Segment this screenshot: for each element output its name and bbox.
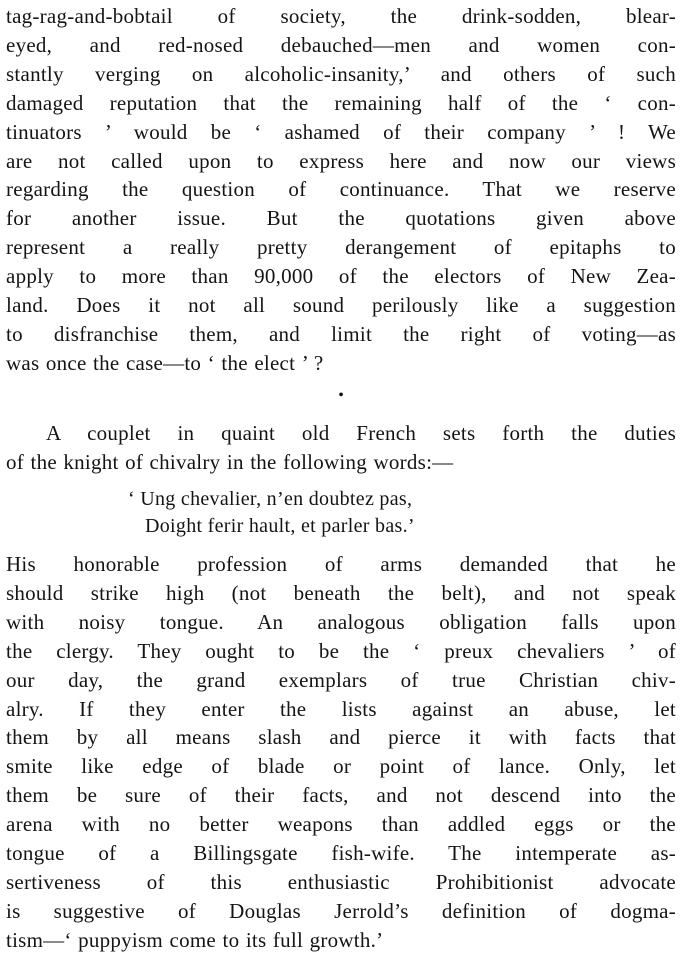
text-line: alry. If they enter the lists against an abuse, let [6, 696, 676, 721]
text-line: His honorable profession of arms demanded that he [6, 552, 676, 576]
text-line: represent a really pretty derangement of epitaphs to [6, 235, 676, 260]
text-line: regarding the question of continuance. That we reserve [6, 177, 676, 202]
paragraph-chivalry [6, 550, 676, 955]
text-line: damaged reputation that the remaining half of the ‘ con- [6, 90, 676, 115]
text-line: land. Does it not all sound perilously like a suggestion [6, 293, 676, 318]
text-line: stantly verging on alcoholic-insanity,’ and others of such [6, 61, 676, 86]
paragraph-continuance [6, 2, 676, 378]
text-line: arena with no better weapons than addled eggs or the [6, 812, 676, 837]
verse-line: ‘ Ung chevalier, n’en doubtez pas, [128, 488, 413, 510]
text-line: the clergy. They ought to be the ‘ preux chevaliers ’ of [6, 638, 676, 663]
text-line: tag-rag-and-bobtail of society, the drink-sodden, blear- [6, 4, 676, 28]
section-separator-dot: • [338, 387, 344, 404]
text-line: was once the case—to ‘ the elect ’ ? [6, 350, 324, 375]
verse-line: Doight ferir hault, et parler bas.’ [145, 515, 415, 537]
text-line: tongue of a Billingsgate fish-wife. The intemperate as- [6, 841, 676, 866]
text-line: A couplet in quaint old French sets forth the duties [46, 421, 676, 445]
text-line: are not called upon to express here and now our views [6, 148, 676, 173]
text-line: them by all means slash and pierce it with facts that [6, 725, 676, 750]
text-line: our day, the grand exemplars of true Christian chiv- [6, 667, 676, 692]
text-line: eyed, and red-nosed debauched—men and women con- [6, 32, 676, 57]
text-line: is suggestive of Douglas Jerrold’s definition of dogma- [6, 898, 676, 923]
text-line: smite like edge of blade or point of lance. Only, let [6, 754, 676, 779]
text-line: for another issue. But the quotations given above [6, 206, 676, 231]
text-line: of the knight of chivalry in the following words:— [6, 449, 454, 474]
text-line: sertiveness of this enthusiastic Prohibitionist advocate [6, 869, 676, 894]
text-line: apply to more than 90,000 of the electors of New Zea- [6, 264, 676, 289]
paragraph-couplet-intro [6, 419, 676, 477]
text-line: to disfranchise them, and limit the right of voting—as [6, 321, 676, 346]
text-line: should strike high (not beneath the belt), and not speak [6, 580, 676, 605]
french-couplet [0, 486, 680, 540]
text-line: with noisy tongue. An analogous obligation falls upon [6, 609, 676, 634]
text-line: them be sure of their facts, and not descend into the [6, 783, 676, 808]
text-line: tism—‘ puppyism come to its full growth.’ [6, 927, 384, 952]
text-line: tinuators ’ would be ‘ ashamed of their company ’ ! We [6, 119, 676, 144]
